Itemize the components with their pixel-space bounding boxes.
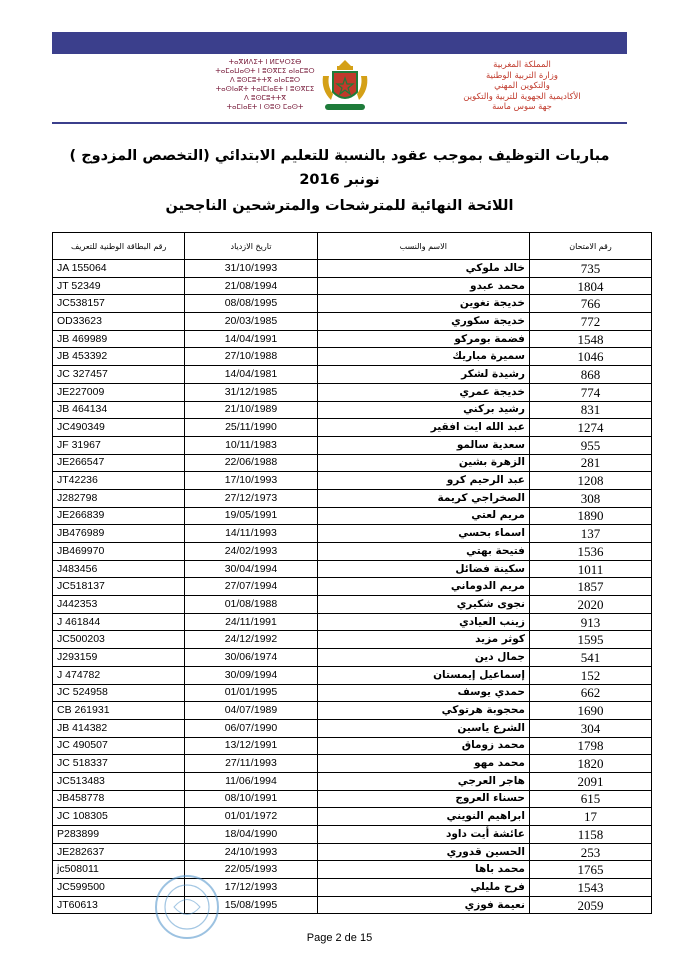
cell-id: JC538157 — [53, 295, 185, 313]
letterhead — [52, 54, 627, 124]
cell-id: J 474782 — [53, 666, 185, 684]
cell-id: JC 108305 — [53, 808, 185, 826]
cell-name: خالد ملوكي — [317, 260, 529, 278]
cell-date: 14/04/1991 — [185, 330, 317, 348]
table-row — [53, 702, 652, 720]
table-row — [53, 755, 652, 773]
cell-date: 31/10/1993 — [185, 260, 317, 278]
cell-id: J 461844 — [53, 613, 185, 631]
cell-name: اسماء بحسي — [317, 525, 529, 543]
table-row — [53, 666, 652, 684]
table-row — [53, 348, 652, 366]
table-row — [53, 879, 652, 897]
cell-name: محمد باها — [317, 861, 529, 879]
cell-exam: 1690 — [529, 702, 651, 720]
cell-id: JC500203 — [53, 631, 185, 649]
cell-date: 27/11/1993 — [185, 755, 317, 773]
cell-exam: 1158 — [529, 826, 651, 844]
cell-name: زينب العيادي — [317, 613, 529, 631]
cell-name: محمد عبدو — [317, 277, 529, 295]
cell-date: 30/04/1994 — [185, 560, 317, 578]
letterhead-tifinagh-line: ⵜⴰⵎⴰⵡⴰⵙⵜ ⵏ ⵓⵙⴳⵎⵉ ⴰⵏⴰⵎⵓⵔ — [215, 67, 315, 75]
cell-date: 27/10/1988 — [185, 348, 317, 366]
cell-id: OD33623 — [53, 313, 185, 331]
letterhead-arabic-line: والتكوين المهني — [494, 81, 550, 91]
letterhead-tifinagh-line: ⵜⴰⵎⵏⴰⴹⵜ ⵏ ⵙⵓⵙ ⵎⴰⵙⵜ — [226, 103, 304, 111]
cell-id: JB 469989 — [53, 330, 185, 348]
header-id: رقم البطاقة الوطنية للتعريف — [53, 233, 185, 260]
cell-id: J293159 — [53, 649, 185, 667]
cell-date: 08/08/1995 — [185, 295, 317, 313]
cell-exam: 152 — [529, 666, 651, 684]
cell-date: 17/12/1993 — [185, 879, 317, 897]
table-row — [53, 489, 652, 507]
cell-id: JC 518337 — [53, 755, 185, 773]
table-row — [53, 719, 652, 737]
table-row — [53, 330, 652, 348]
cell-name: الصخراجي كريمة — [317, 489, 529, 507]
letterhead-arabic-line: المملكة المغربية — [493, 60, 551, 70]
cell-id: JB458778 — [53, 790, 185, 808]
letterhead-tifinagh-line: ⵜⴰⵙⵏⴰⴽⵜ ⵜⴰⵏⵎⵏⴰⴹⵜ ⵏ ⵓⵙⴳⵎⵉ — [215, 85, 315, 93]
table-row — [53, 578, 652, 596]
table-row — [53, 525, 652, 543]
header-date: تاريخ الازدياد — [185, 233, 317, 260]
table-row — [53, 861, 652, 879]
cell-name: عبد الرحيم كرو — [317, 472, 529, 490]
cell-name: عبد الله ايت افقير — [317, 419, 529, 437]
cell-name: خديجة عمري — [317, 383, 529, 401]
cell-exam: 1548 — [529, 330, 651, 348]
cell-date: 01/01/1995 — [185, 684, 317, 702]
cell-exam: 1543 — [529, 879, 651, 897]
cell-date: 14/04/1981 — [185, 366, 317, 384]
cell-name: الحسين قدوري — [317, 843, 529, 861]
cell-date: 24/02/1993 — [185, 543, 317, 561]
cell-id: JC490349 — [53, 419, 185, 437]
cell-id: JE266547 — [53, 454, 185, 472]
cell-id: JT42236 — [53, 472, 185, 490]
cell-id: jc508011 — [53, 861, 185, 879]
cell-exam: 1046 — [529, 348, 651, 366]
cell-name: حسناء العروج — [317, 790, 529, 808]
cell-id: JB 414382 — [53, 719, 185, 737]
cell-date: 27/07/1994 — [185, 578, 317, 596]
document-subtitle: اللائحة النهائية للمترشحات والمترشحين الناجحين — [165, 198, 514, 214]
letterhead-arabic-line: وزارة التربية الوطنية — [485, 70, 559, 81]
cell-name: الشرع ياسين — [317, 719, 529, 737]
cell-id: JC 524958 — [53, 684, 185, 702]
cell-exam: 17 — [529, 808, 651, 826]
table-row — [53, 684, 652, 702]
cell-date: 11/06/1994 — [185, 772, 317, 790]
cell-date: 17/10/1993 — [185, 472, 317, 490]
table-row — [53, 737, 652, 755]
cell-name: فرح مليلي — [317, 879, 529, 897]
page-number: Page 2 de 15 — [306, 932, 373, 944]
cell-exam: 1208 — [529, 472, 651, 490]
table-row — [53, 896, 652, 914]
table-header-row — [53, 233, 652, 260]
cell-id: JT60613 — [53, 896, 185, 914]
cell-exam: 1857 — [529, 578, 651, 596]
cell-id: JE227009 — [53, 383, 185, 401]
cell-name: خديجة تغوين — [317, 295, 529, 313]
table-row — [53, 454, 652, 472]
cell-name: سكينة فضائل — [317, 560, 529, 578]
letterhead-arabic-line: الأكاديمية الجهوية للتربية والتكوين — [463, 91, 581, 102]
table-row — [53, 507, 652, 525]
results-table — [52, 232, 652, 914]
cell-id: JC513483 — [53, 772, 185, 790]
cell-date: 22/06/1988 — [185, 454, 317, 472]
cell-exam: 1595 — [529, 631, 651, 649]
cell-date: 27/12/1973 — [185, 489, 317, 507]
cell-exam: 1890 — [529, 507, 651, 525]
cell-date: 30/09/1994 — [185, 666, 317, 684]
cell-id: JB469970 — [53, 543, 185, 561]
cell-id: JA 155064 — [53, 260, 185, 278]
cell-name: سميرة مباريك — [317, 348, 529, 366]
cell-id: JE282637 — [53, 843, 185, 861]
cell-name: هاجر العرجي — [317, 772, 529, 790]
cell-name: رشيدة لشكر — [317, 366, 529, 384]
cell-date: 25/11/1990 — [185, 419, 317, 437]
cell-id: P283899 — [53, 826, 185, 844]
cell-exam: 253 — [529, 843, 651, 861]
cell-name: نجوى شكيري — [317, 596, 529, 614]
document-date: نونبر 2016 — [299, 172, 380, 188]
cell-id: JF 31967 — [53, 436, 185, 454]
cell-id: JC518137 — [53, 578, 185, 596]
table-row — [53, 843, 652, 861]
cell-name: نعيمة فوزي — [317, 896, 529, 914]
cell-exam: 772 — [529, 313, 651, 331]
cell-date: 08/10/1991 — [185, 790, 317, 808]
table-row — [53, 543, 652, 561]
table-row — [53, 419, 652, 437]
cell-exam: 1536 — [529, 543, 651, 561]
letterhead-arabic-line: جهة سوس ماسة — [492, 102, 552, 112]
table-row — [53, 790, 652, 808]
cell-name: عائشة أيت داود — [317, 826, 529, 844]
table-row — [53, 401, 652, 419]
cell-id: JC599500 — [53, 879, 185, 897]
cell-date: 19/05/1991 — [185, 507, 317, 525]
cell-date: 14/11/1993 — [185, 525, 317, 543]
table-row — [53, 366, 652, 384]
cell-name: جمال دين — [317, 649, 529, 667]
cell-exam: 662 — [529, 684, 651, 702]
table-row — [53, 826, 652, 844]
cell-date: 24/12/1992 — [185, 631, 317, 649]
cell-name: خديجة سكوري — [317, 313, 529, 331]
cell-name: فتيحة بهتي — [317, 543, 529, 561]
table-row — [53, 772, 652, 790]
cell-exam: 1798 — [529, 737, 651, 755]
document-title: مباريات التوظيف بموجب عقود بالنسبة للتعليم الابتدائي (التخصص المزدوج ) — [69, 148, 610, 164]
table-row — [53, 649, 652, 667]
cell-name: سعدية سالمو — [317, 436, 529, 454]
cell-date: 18/04/1990 — [185, 826, 317, 844]
cell-exam: 541 — [529, 649, 651, 667]
cell-date: 10/11/1983 — [185, 436, 317, 454]
cell-name: محجوبة هرتوكي — [317, 702, 529, 720]
table-row — [53, 472, 652, 490]
cell-id: JT 52349 — [53, 277, 185, 295]
table-row — [53, 631, 652, 649]
cell-name: كوثر مزيد — [317, 631, 529, 649]
cell-exam: 615 — [529, 790, 651, 808]
cell-exam: 735 — [529, 260, 651, 278]
coat-of-arms-icon — [317, 56, 373, 116]
table-row — [53, 596, 652, 614]
letterhead-tifinagh-line: ⴷ ⵓⵙⵎⵓⵜⵜⴳ — [244, 94, 286, 102]
cell-id: JB 464134 — [53, 401, 185, 419]
cell-exam: 2020 — [529, 596, 651, 614]
header-top-bar — [52, 32, 627, 54]
cell-exam: 2059 — [529, 896, 651, 914]
cell-exam: 2091 — [529, 772, 651, 790]
cell-name: محمد مهو — [317, 755, 529, 773]
cell-name: الزهرة بشين — [317, 454, 529, 472]
cell-exam: 868 — [529, 366, 651, 384]
cell-name: محمد زوماق — [317, 737, 529, 755]
table-row — [53, 277, 652, 295]
table-row — [53, 383, 652, 401]
cell-exam: 831 — [529, 401, 651, 419]
cell-date: 15/08/1995 — [185, 896, 317, 914]
cell-id: JC 327457 — [53, 366, 185, 384]
cell-date: 04/07/1989 — [185, 702, 317, 720]
cell-exam: 766 — [529, 295, 651, 313]
cell-exam: 1274 — [529, 419, 651, 437]
letterhead-tifinagh-line: ⵜⴰⴳⵍⴷⵉⵜ ⵏ ⵍⵎⵖⵔⵉⴱ — [228, 58, 302, 66]
table-row — [53, 436, 652, 454]
letterhead-arabic — [437, 60, 607, 113]
cell-name: إسماعيل إيمستان — [317, 666, 529, 684]
cell-date: 22/05/1993 — [185, 861, 317, 879]
cell-exam: 1820 — [529, 755, 651, 773]
cell-id: JB476989 — [53, 525, 185, 543]
table-row — [53, 260, 652, 278]
cell-date: 24/11/1991 — [185, 613, 317, 631]
cell-exam: 955 — [529, 436, 651, 454]
cell-id: J442353 — [53, 596, 185, 614]
cell-date: 30/06/1974 — [185, 649, 317, 667]
cell-date: 31/12/1985 — [185, 383, 317, 401]
cell-date: 13/12/1991 — [185, 737, 317, 755]
cell-name: رشيد بركني — [317, 401, 529, 419]
cell-id: CB 261931 — [53, 702, 185, 720]
cell-name: حمدي يوسف — [317, 684, 529, 702]
cell-id: JB 453392 — [53, 348, 185, 366]
cell-date: 21/08/1994 — [185, 277, 317, 295]
cell-name: فضمة بومركو — [317, 330, 529, 348]
cell-exam: 913 — [529, 613, 651, 631]
cell-date: 20/03/1985 — [185, 313, 317, 331]
table-row — [53, 808, 652, 826]
cell-date: 01/08/1988 — [185, 596, 317, 614]
cell-exam: 281 — [529, 454, 651, 472]
cell-exam: 1804 — [529, 277, 651, 295]
table-row — [53, 613, 652, 631]
letterhead-tifinagh-line: ⴷ ⵓⵙⵎⵓⵜⵜⴳ ⴰⵏⴰⵎⵓⵔ — [229, 76, 301, 84]
cell-exam: 308 — [529, 489, 651, 507]
table-row — [53, 313, 652, 331]
cell-exam: 1765 — [529, 861, 651, 879]
cell-id: J282798 — [53, 489, 185, 507]
cell-id: J483456 — [53, 560, 185, 578]
cell-name: مريم لعتي — [317, 507, 529, 525]
cell-id: JE266839 — [53, 507, 185, 525]
cell-exam: 1011 — [529, 560, 651, 578]
table-row — [53, 560, 652, 578]
cell-name: مريم الدوماني — [317, 578, 529, 596]
cell-exam: 137 — [529, 525, 651, 543]
cell-date: 06/07/1990 — [185, 719, 317, 737]
cell-date: 01/01/1972 — [185, 808, 317, 826]
cell-date: 24/10/1993 — [185, 843, 317, 861]
table-row — [53, 295, 652, 313]
cell-exam: 774 — [529, 383, 651, 401]
cell-name: ابراهيم النويني — [317, 808, 529, 826]
cell-date: 21/10/1989 — [185, 401, 317, 419]
cell-id: JC 490507 — [53, 737, 185, 755]
header-exam: رقم الامتحان — [529, 233, 651, 260]
cell-exam: 304 — [529, 719, 651, 737]
header-name: الاسم والنسب — [317, 233, 529, 260]
